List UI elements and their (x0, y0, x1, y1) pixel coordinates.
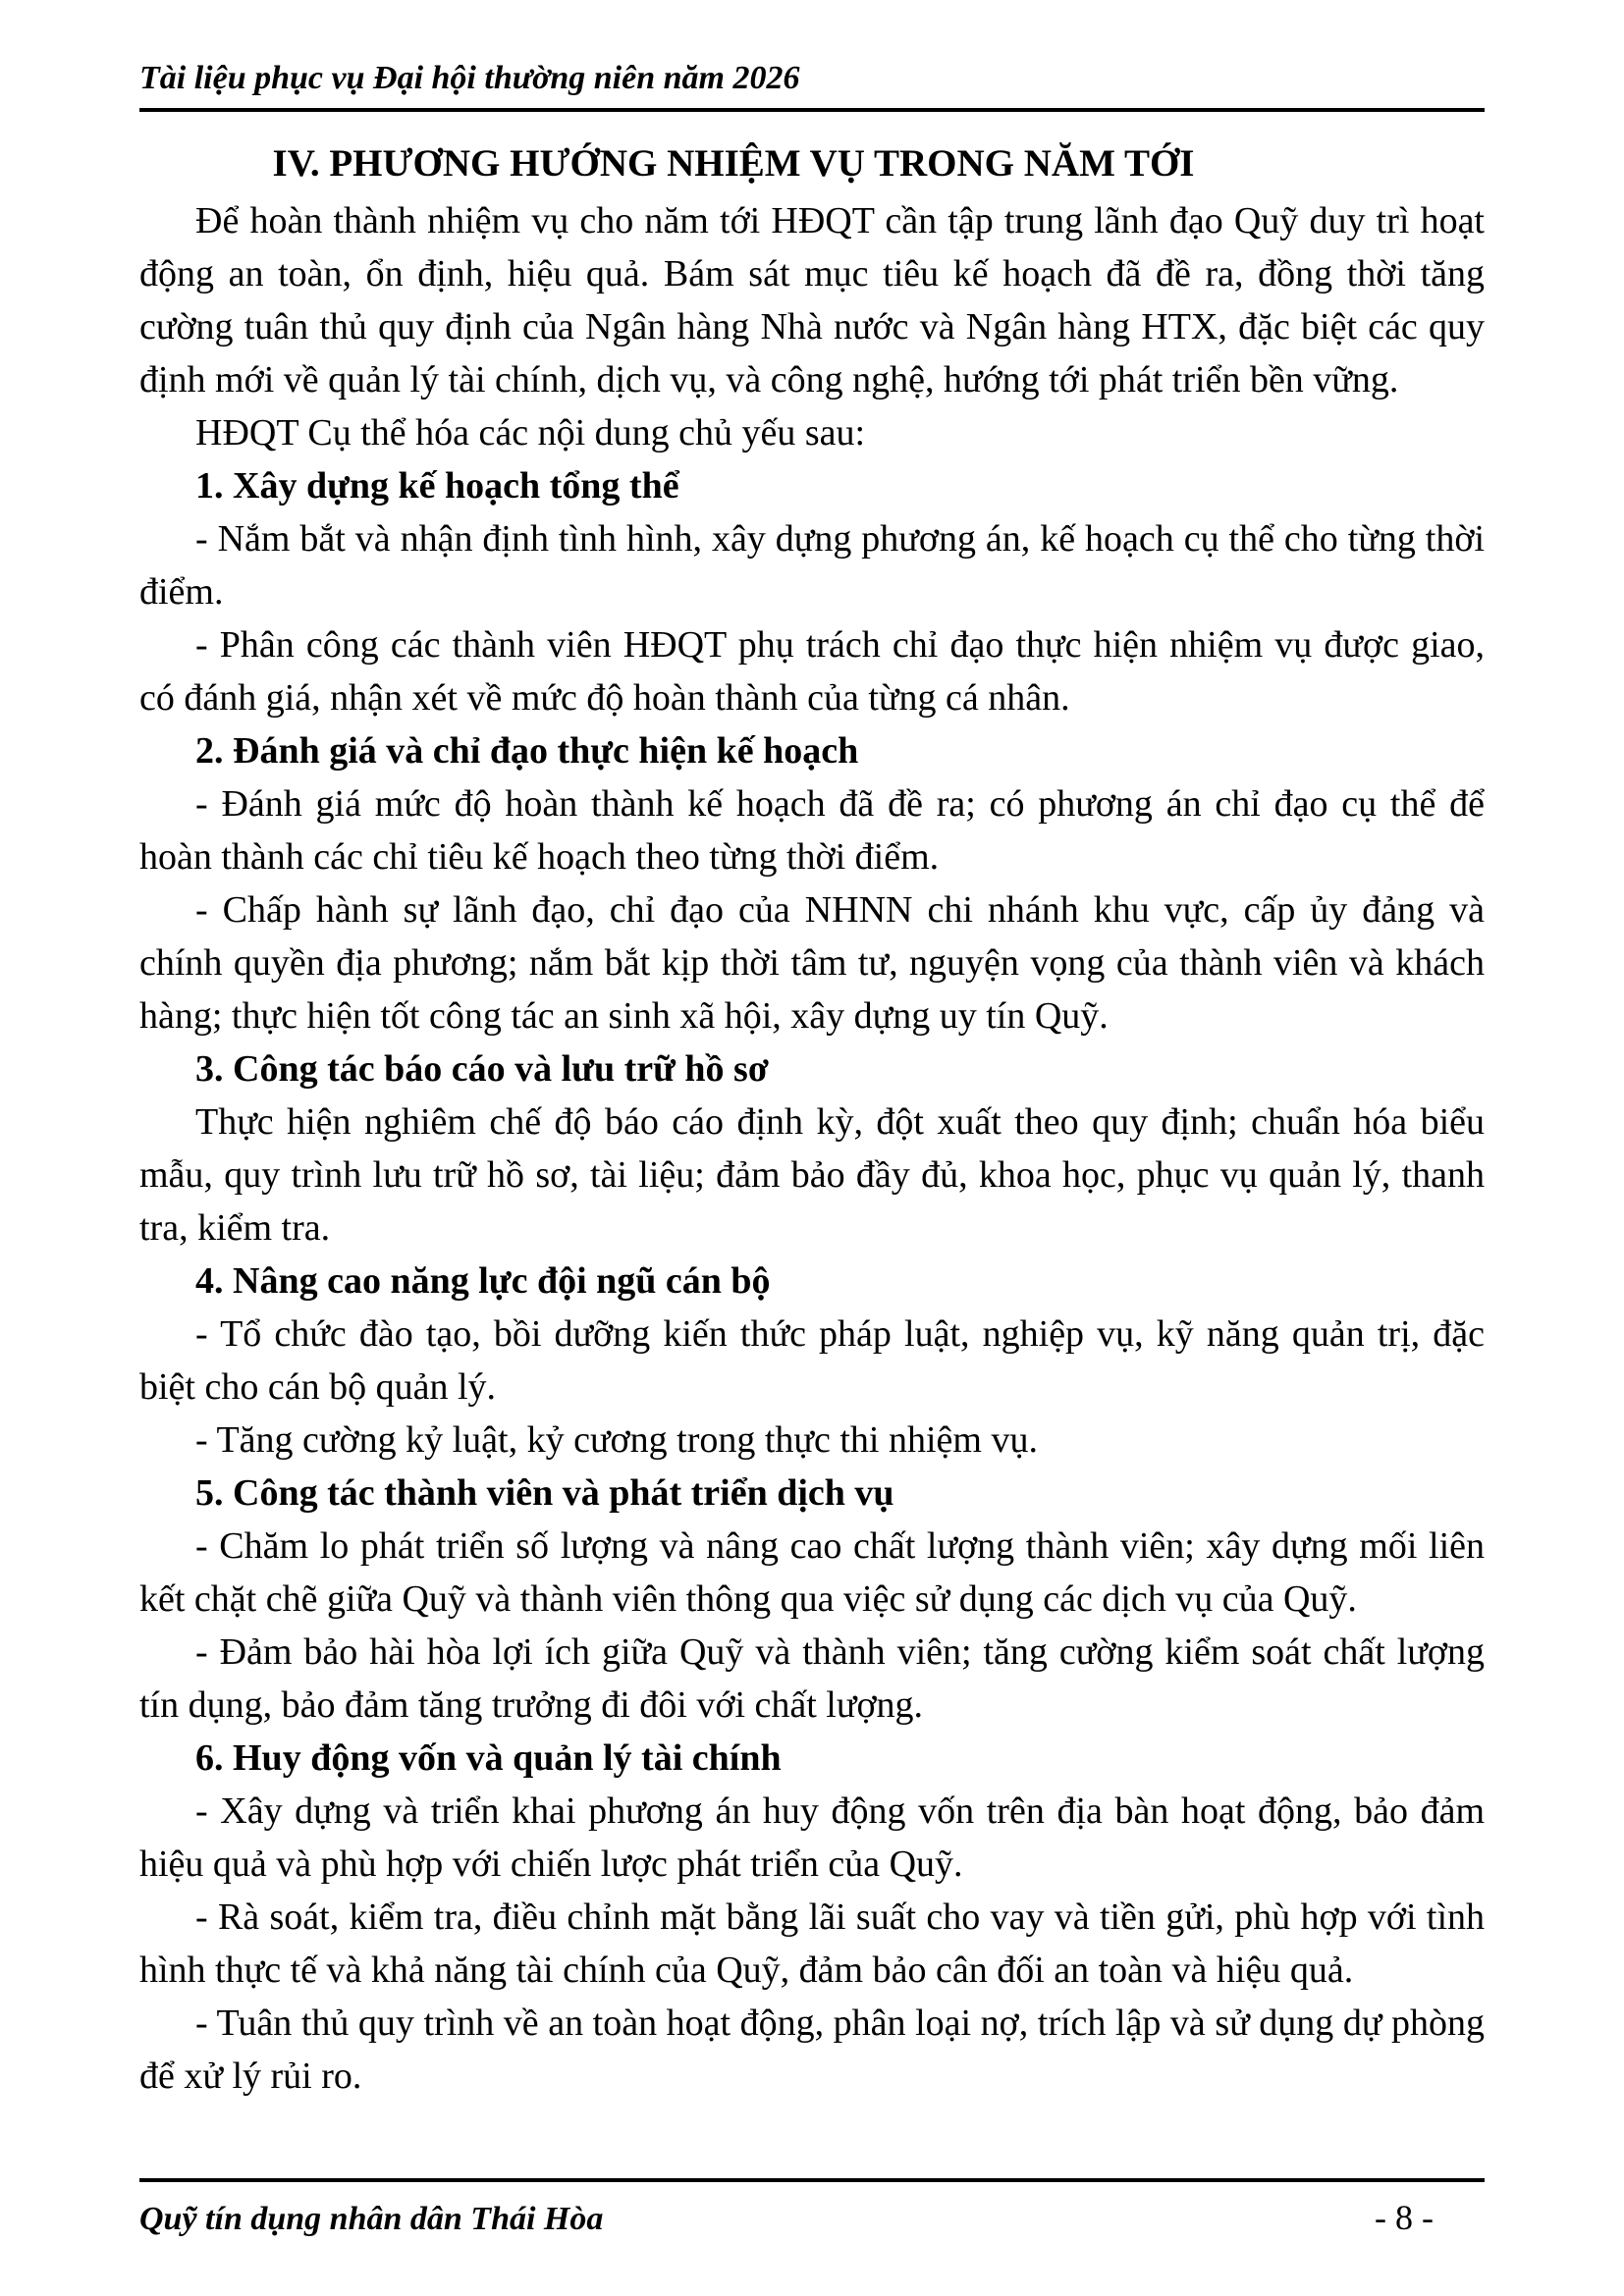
paragraph: - Đảm bảo hài hòa lợi ích giữa Quỹ và thành viên; tăng cường kiểm soát chất lượng tín dụng, bảo đảm tăng trưởng đi đôi với chất lượng. (139, 1631, 1485, 1726)
section-heading: 1. Xây dựng kế hoạch tổng thể (195, 465, 679, 507)
paragraph: - Chấp hành sự lãnh đạo, chỉ đạo của NHNN chi nhánh khu vực, cấp ủy đảng và chính quyền địa phương; nắm bắt kịp thời tâm tư, nguyện vọng của thành viên và khách hàng; thực hiện tốt công tác an sinh xã hội, xây dựng uy tín Quỹ. (139, 889, 1485, 1037)
section-heading: 3. Công tác báo cáo và lưu trữ hồ sơ (195, 1048, 769, 1090)
section-heading: 4. Nâng cao năng lực đội ngũ cán bộ (195, 1260, 771, 1302)
paragraph: Thực hiện nghiêm chế độ báo cáo định kỳ, đột xuất theo quy định; chuẩn hóa biểu mẫu, quy trình lưu trữ hồ sơ, tài liệu; đảm bảo đầy đủ, khoa học, phục vụ quản lý, thanh tra, kiểm tra. (139, 1101, 1485, 1249)
page-number: - 8 - (1375, 2198, 1434, 2237)
document-body (139, 194, 1485, 2103)
footer-organization: Quỹ tín dụng nhân dân Thái Hòa (139, 2201, 604, 2237)
page-footer (139, 2178, 1485, 2241)
paragraph: Để hoàn thành nhiệm vụ cho năm tới HĐQT cần tập trung lãnh đạo Quỹ duy trì hoạt động an toàn, ổn định, hiệu quả. Bám sát mục tiêu kế hoạch đã đề ra, đồng thời tăng cường tuân thủ quy định của Ngân hàng Nhà nước và Ngân hàng HTX, đặc biệt các quy định mới về quản lý tài chính, dịch vụ, và công nghệ, hướng tới phát triển bền vững. (139, 200, 1485, 400)
paragraph: - Xây dựng và triển khai phương án huy động vốn trên địa bàn hoạt động, bảo đảm hiệu quả và phù hợp với chiến lược phát triển của Quỹ. (139, 1790, 1485, 1885)
paragraph: HĐQT Cụ thể hóa các nội dung chủ yếu sau: (195, 412, 866, 454)
paragraph: - Tăng cường kỷ luật, kỷ cương trong thực thi nhiệm vụ. (195, 1419, 1038, 1461)
paragraph: - Chăm lo phát triển số lượng và nâng cao chất lượng thành viên; xây dựng mối liên kết chặt chẽ giữa Quỹ và thành viên thông qua việc sử dụng các dịch vụ của Quỹ. (139, 1525, 1485, 1620)
page-header: Tài liệu phục vụ Đại hội thường niên năm 2026 (139, 57, 1485, 112)
paragraph: - Nắm bắt và nhận định tình hình, xây dựng phương án, kế hoạch cụ thể cho từng thời điểm. (139, 518, 1485, 613)
section-heading: 5. Công tác thành viên và phát triển dịch vụ (195, 1472, 894, 1514)
paragraph: - Tuân thủ quy trình về an toàn hoạt động, phân loại nợ, trích lập và sử dụng dự phòng để xử lý rủi ro. (139, 2002, 1485, 2097)
paragraph: - Tổ chức đào tạo, bồi dưỡng kiến thức pháp luật, nghiệp vụ, kỹ năng quản trị, đặc biệt cho cán bộ quản lý. (139, 1313, 1485, 1408)
section-title: IV. PHƯƠNG HƯỚNG NHIỆM VỤ TRONG NĂM TỚI (272, 142, 1195, 185)
paragraph: - Đánh giá mức độ hoàn thành kế hoạch đã đề ra; có phương án chỉ đạo cụ thể để hoàn thành các chỉ tiêu kế hoạch theo từng thời điểm. (139, 783, 1485, 878)
paragraph: - Phân công các thành viên HĐQT phụ trách chỉ đạo thực hiện nhiệm vụ được giao, có đánh giá, nhận xét về mức độ hoàn thành của từng cá nhân. (139, 624, 1485, 719)
paragraph: - Rà soát, kiểm tra, điều chỉnh mặt bằng lãi suất cho vay và tiền gửi, phù hợp với tình hình thực tế và khả năng tài chính của Quỹ, đảm bảo cân đối an toàn và hiệu quả. (139, 1896, 1485, 1991)
section-heading: 2. Đánh giá và chỉ đạo thực hiện kế hoạch (195, 730, 859, 772)
section-heading: 6. Huy động vốn và quản lý tài chính (195, 1737, 782, 1779)
